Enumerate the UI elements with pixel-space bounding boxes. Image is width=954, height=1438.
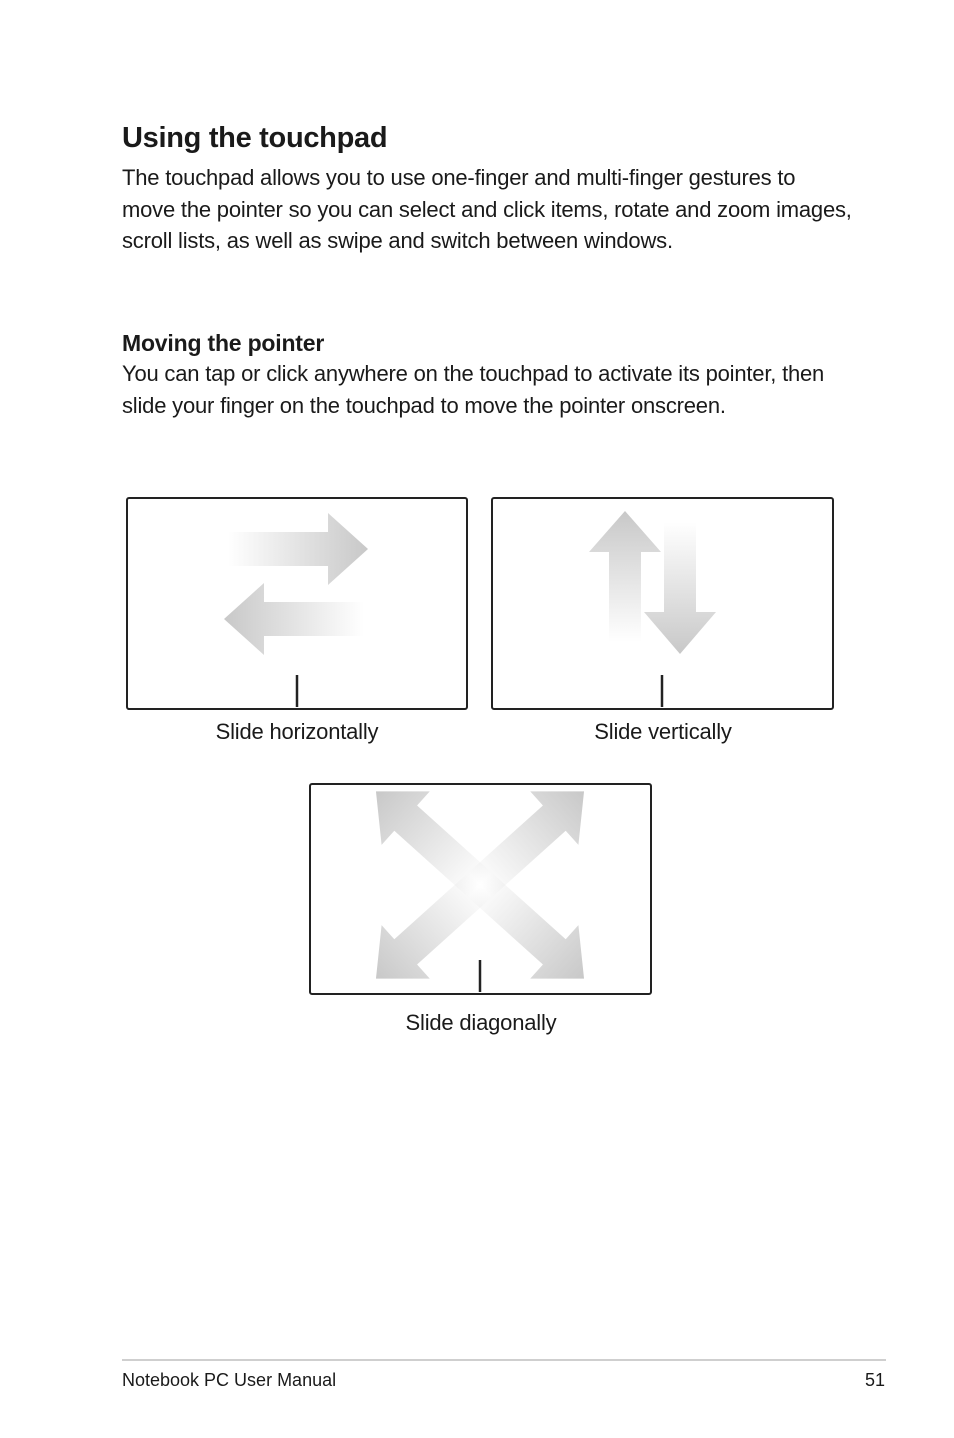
- down-arrow: [644, 522, 716, 654]
- page-number: 51: [864, 1370, 885, 1390]
- footer-manual-name: Notebook PC User Manual: [122, 1370, 337, 1390]
- footer-divider: [122, 1359, 886, 1361]
- touchpad-illustration-diagonal: [309, 783, 652, 995]
- section-title: Moving the pointer: [122, 330, 325, 356]
- vertical-arrows-icon: [493, 499, 831, 707]
- caption-diagonal: Slide diagonally: [405, 1010, 557, 1035]
- page-title: Using the touchpad: [122, 122, 388, 154]
- intro-paragraph: The touchpad allows you to use one-finger and multi-finger gestures to move the pointer so you can select and click items, rotate and zoom images, scroll lists, as well as swipe and switch between windows.: [122, 165, 852, 253]
- touchpad-illustration-horizontal: [126, 497, 468, 710]
- touchpad-illustration-vertical: [491, 497, 834, 710]
- caption-horizontal: Slide horizontally: [215, 719, 379, 744]
- section-paragraph: You can tap or click anywhere on the touchpad to activate its pointer, then slide your finger on the touchpad to move the pointer onscreen.: [122, 361, 825, 418]
- horizontal-arrows-icon: [128, 499, 465, 707]
- right-arrow: [228, 513, 368, 585]
- left-arrow: [224, 583, 364, 655]
- up-arrow: [589, 511, 661, 642]
- diagonal-arrows-icon: [311, 785, 649, 992]
- caption-vertical: Slide vertically: [594, 719, 732, 744]
